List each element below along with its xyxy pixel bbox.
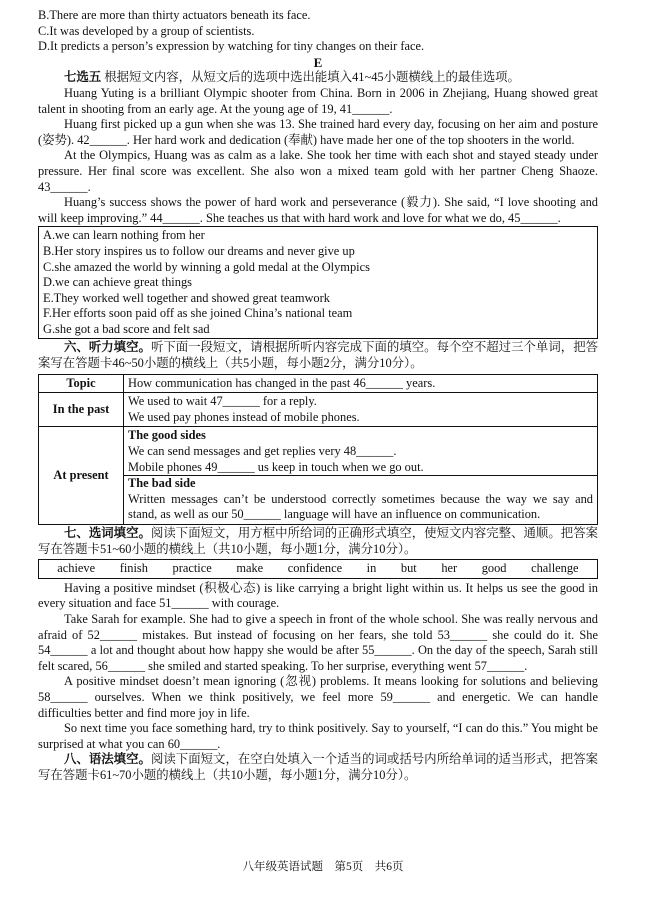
passage-paragraph: Huang’s success shows the power of hard work and perseverance (毅力). She said, “I love shooting and will keep improving.” 44______. She teaches us that with hard work and love for what we do, 45______. [38, 195, 598, 225]
exam-page [38, 8, 598, 784]
instruction-text: 阅读下面短文，在空白处填入一个适当的词或括号内所给单词的适当形式，把答案写在答题卡61~70小题的横线上（共10小题，每小题1分，满分10分）。 [38, 752, 599, 782]
passage-paragraph: A positive mindset doesn’t mean ignoring (忽视) problems. It means looking for solutions and believing 58______ ourselves. When we think positively, we feel more 59______ and energetic. We can handle difficulties better and find more joy in life. [38, 674, 598, 720]
passage-letter: E [313, 54, 323, 70]
listening-table [38, 374, 598, 525]
option-line: B.There are more than thirty actuators beneath its face. [38, 8, 311, 22]
passage-paragraph: Take Sarah for example. She had to give a speech in front of the whole school. She was really nervous and afraid of 52______ mistakes. But instead of focusing on her fears, she told 53______ she could do it. She 54______ a lot and thought about how happy she would be after 55______. On the day of the speech, Sarah still felt scared, 56______ she smiled and started speaking. To her surprise, everything went 57______. [38, 611, 598, 673]
cell-text: Mobile phones 49______ us keep in touch when we go out. [128, 459, 424, 474]
section-instruction [38, 340, 598, 371]
cell-text: How communication has changed in the past 46______ years. [128, 375, 436, 390]
cell-text: Written messages can’t be understood correctly sometimes because the way we say and stand, as well as our 50______ language will have an influence on communication. [128, 491, 593, 522]
word-bank-item: practice [172, 561, 212, 576]
word-bank-box [38, 559, 598, 579]
section-tag: 八、语法填空。 [64, 752, 151, 767]
option-b: B.Her story inspires us to follow our dreams and never give up [43, 243, 355, 258]
page-footer: 八年级英语试题 第5页 共6页 [242, 861, 404, 873]
option-line: D.It predicts a person’s expression by watching for tiny changes on their face. [38, 39, 425, 54]
option-line: C.It was developed by a group of scientists. [38, 23, 255, 38]
cell-text: We used to wait 47______ for a reply. [128, 394, 317, 409]
option-a: A.we can learn nothing from her [43, 228, 205, 243]
word-bank-item: make [236, 561, 264, 576]
word-bank-item: achieve [57, 561, 96, 576]
section-tag: 六、听力填空。 [64, 340, 151, 355]
word-bank-item: challenge [531, 561, 579, 576]
passage-paragraph: Huang Yuting is a brilliant Olympic shooter from China. Born in 2006 in Zhejiang, Huang showed great talent in shooting from an early age. At the young age of 19, 41______. [38, 85, 598, 116]
seven-choice-options-box [38, 226, 598, 339]
passage-paragraph: At the Olympics, Huang was as calm as a lake. She took her time with each shot and stayed steady under pressure. Her final score was excellent. She also won a mixed team gold with her partner Cheng Shaoze. 43______. [38, 148, 598, 194]
passage-paragraph: Huang first picked up a gun when she was 13. She trained hard every day, focusing on her aim and posture (姿势). 42______. Her hard work and dedication (奉献) have made her one of the top shooters in the world. [38, 117, 598, 147]
subheading: The good sides [128, 428, 206, 443]
bad-side-block [124, 475, 597, 523]
instruction-text: 根据短文内容，从短文后的选项中选出能填入41~45小题横线上的最佳选项。 [104, 70, 520, 85]
section-instruction [38, 526, 598, 557]
previous-question-options [38, 8, 598, 55]
table-row [39, 374, 598, 393]
instruction-text: 阅读下面短文，用方框中所给词的正确形式填空，使短文内容完整、通顺。把答案写在答题卡51~60小题的横线上（共10小题，每小题1分，满分10分）。 [38, 526, 599, 556]
word-bank-item: in [366, 561, 377, 576]
word-bank-item: good [481, 561, 507, 576]
option-d: D.we can achieve great things [43, 275, 192, 290]
section-tag: 七、选词填空。 [64, 526, 151, 540]
table-cell [124, 393, 598, 427]
table-cell [124, 427, 598, 525]
subheading: The bad side [128, 476, 196, 491]
table-row [39, 393, 598, 427]
row-header: At present [39, 427, 124, 525]
option-c: C.she amazed the world by winning a gold medal at the Olympics [43, 259, 370, 274]
section-instruction [38, 70, 598, 86]
word-bank-item: but [400, 561, 417, 576]
row-header: Topic [39, 374, 124, 393]
cell-text: We can send messages and get replies very 48______. [128, 444, 397, 459]
instruction-text: 听下面一段短文，请根据所听内容完成下面的填空。每个空不超过三个单词，把答案写在答题卡46~50小题的横线上（共5小题，每小题2分，满分10分）。 [38, 340, 599, 371]
option-g: G.she got a bad score and felt sad [43, 321, 210, 336]
passage-paragraph: So next time you face something hard, try to think positively. Say to yourself, “I can do this.” You might be surprised at what you can 60______. [38, 721, 598, 751]
word-bank-item: her [441, 561, 458, 576]
option-f: F.Her efforts soon paid off as she joined China’s national team [43, 306, 353, 321]
cell-text: We used pay phones instead of mobile phones. [128, 409, 360, 424]
option-e: E.They worked well together and showed great teamwork [43, 290, 330, 305]
passage-paragraph: Having a positive mindset (积极心态) is like carrying a bright light within us. It helps us see the good in every situation and face 51______ with courage. [38, 580, 598, 611]
section-instruction [38, 752, 598, 783]
table-row [39, 427, 598, 525]
section-tag: 七选五 [64, 70, 102, 85]
word-bank-item: finish [119, 561, 148, 576]
table-cell [124, 374, 598, 393]
word-bank-item: confidence [287, 561, 343, 576]
row-header: In the past [39, 393, 124, 427]
